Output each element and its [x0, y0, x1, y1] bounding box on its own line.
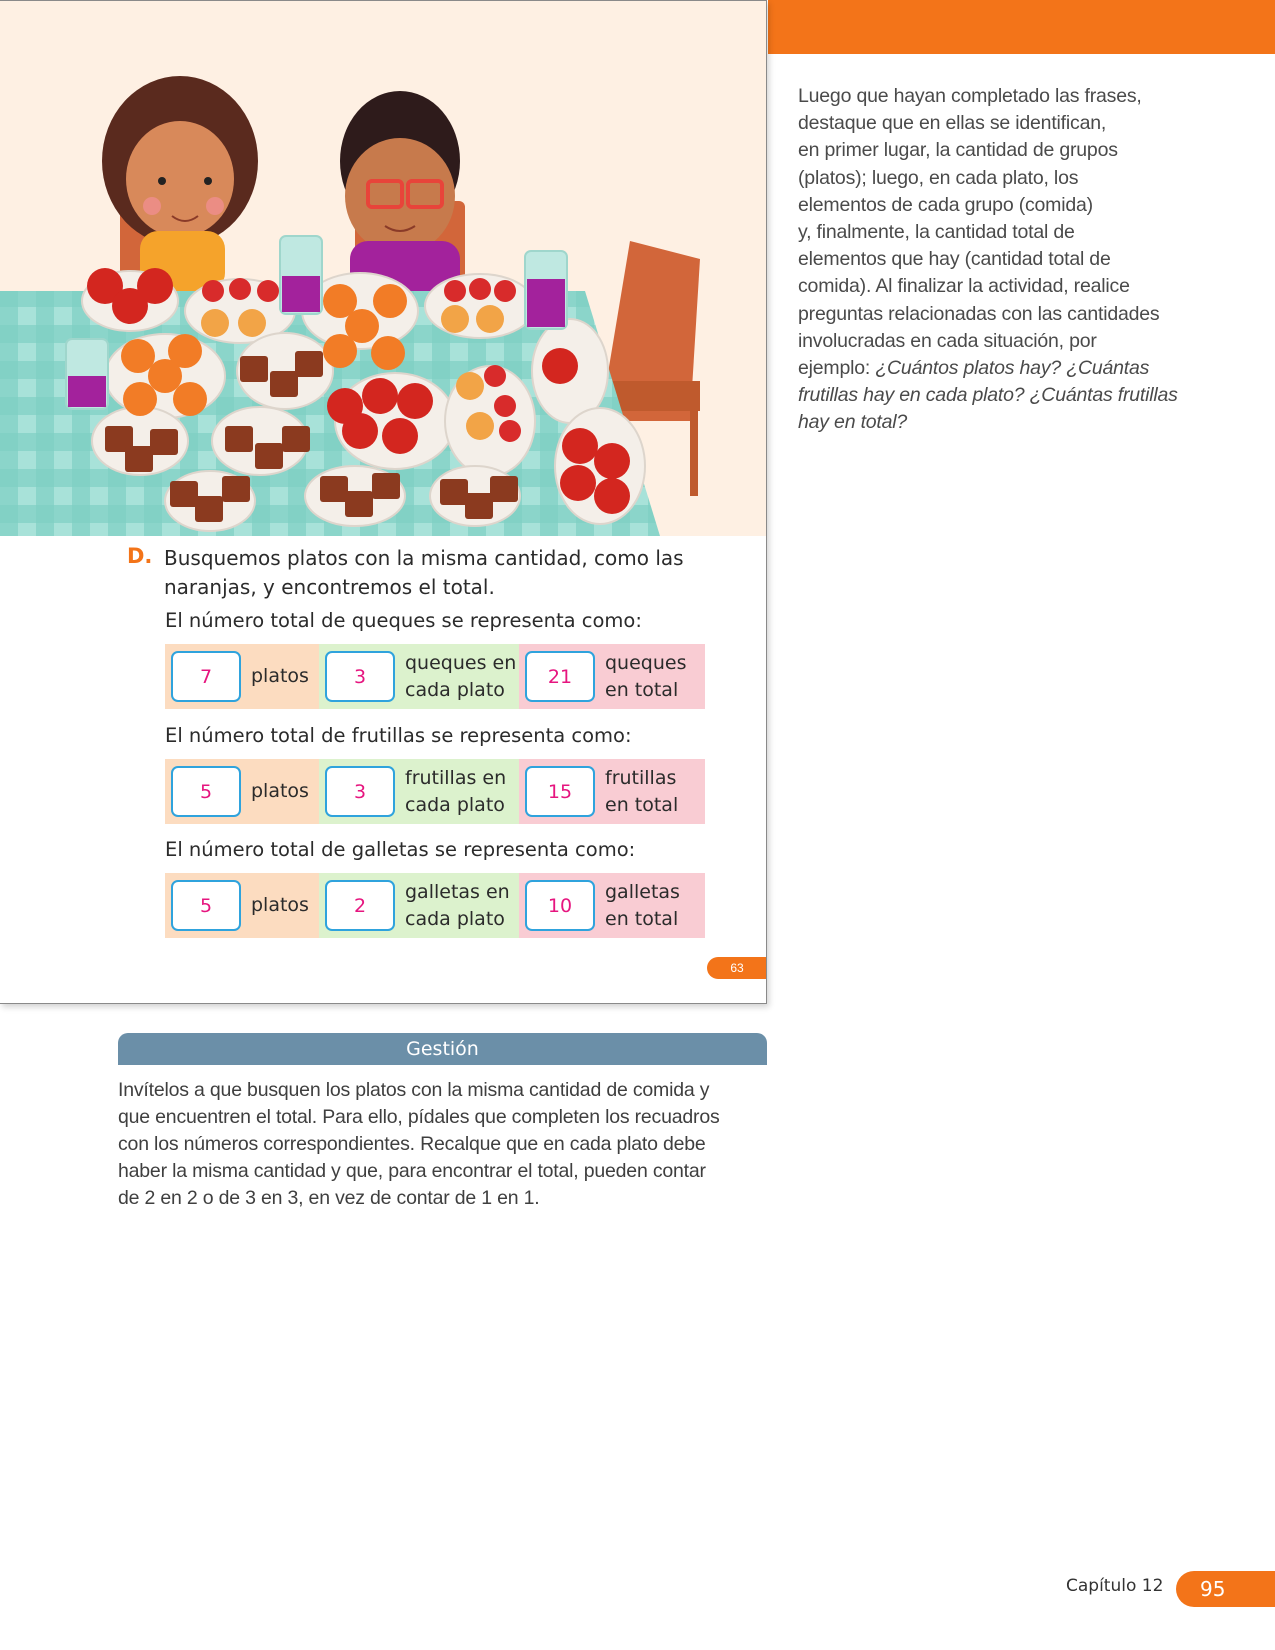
total-segment: [519, 759, 705, 824]
per-plate-label: [395, 879, 510, 933]
equation-row-queques: [165, 644, 705, 709]
total-answer-box[interactable]: 21: [525, 651, 595, 702]
note-line: y, finalmente, la cantidad total de: [798, 221, 1075, 244]
plates-label: platos: [251, 665, 309, 687]
teacher-side-note: [798, 83, 1198, 437]
total-label-line: queques: [605, 651, 687, 674]
per-plate-label-line: cada plato: [405, 793, 505, 816]
item-prompt-galletas: El número total de galletas se representa como:: [165, 838, 636, 861]
student-page-number: 63: [707, 957, 767, 979]
total-segment: [519, 873, 705, 938]
total-label: [595, 879, 680, 933]
note-line: involucradas en cada situación, por: [798, 329, 1097, 352]
total-label-line: frutillas: [605, 766, 677, 789]
plates-answer-box[interactable]: 5: [171, 880, 241, 931]
note-italic-question: frutillas hay en cada plato? ¿Cuántas frutillas: [798, 384, 1178, 407]
per-plate-answer-box[interactable]: 3: [325, 651, 395, 702]
per-plate-answer-box[interactable]: 2: [325, 880, 395, 931]
equation-row-frutillas: [165, 759, 705, 824]
gestion-line: de 2 en 2 o de 3 en 3, en vez de contar de 1 en 1.: [118, 1187, 540, 1209]
gestion-header: Gestión: [118, 1033, 767, 1065]
total-label-line: galletas: [605, 880, 680, 903]
gestion-line: que encuentren el total. Para ello, pídales que completen los recuadros: [118, 1106, 720, 1128]
per-plate-segment: [319, 759, 519, 824]
note-line: preguntas relacionadas con las cantidades: [798, 302, 1160, 325]
item-prompt-queques: El número total de queques se representa como:: [165, 609, 642, 632]
plates-segment: [165, 873, 319, 938]
gestion-line: haber la misma cantidad y que, para encontrar el total, pueden contar: [118, 1160, 706, 1182]
gestion-body: [118, 1077, 778, 1212]
instruction-line: Busquemos platos con la misma cantidad, como las: [164, 546, 684, 570]
per-plate-answer-box[interactable]: 3: [325, 766, 395, 817]
per-plate-segment: [319, 873, 519, 938]
note-line: [798, 355, 1198, 382]
note-line: comida). Al finalizar la actividad, realice: [798, 275, 1130, 298]
per-plate-label-line: queques en: [405, 651, 517, 674]
note-italic-question: hay en total?: [798, 411, 908, 434]
student-page-thumbnail: [0, 0, 767, 1004]
total-label-line: en total: [605, 793, 679, 816]
plates-answer-box[interactable]: 5: [171, 766, 241, 817]
per-plate-label-line: frutillas en: [405, 766, 507, 789]
total-answer-box[interactable]: 10: [525, 880, 595, 931]
plates-label: platos: [251, 894, 309, 916]
item-prompt-frutillas: El número total de frutillas se representa como:: [165, 724, 632, 747]
plates-label: platos: [251, 780, 309, 802]
note-line: destaque que en ellas se identifican,: [798, 112, 1107, 135]
plates-segment: [165, 759, 319, 824]
activity-letter: D.: [127, 544, 153, 568]
page-number: 95: [1176, 1571, 1275, 1607]
gestion-line: Invítelos a que busquen los platos con la misma cantidad de comida y: [118, 1079, 710, 1101]
note-line: elementos que hay (cantidad total de: [798, 248, 1111, 271]
instruction-line: naranjas, y encontremos el total.: [164, 575, 495, 599]
per-plate-label: [395, 650, 516, 704]
per-plate-segment: [319, 644, 519, 709]
total-label: [595, 650, 686, 704]
orange-header-bar: [768, 0, 1275, 54]
total-label: [595, 765, 678, 819]
note-line: Luego que hayan completado las frases,: [798, 85, 1142, 107]
gestion-line: con los números correspondientes. Recalque que en cada plato debe: [118, 1133, 706, 1155]
note-line: (platos); luego, en cada plato, los: [798, 166, 1079, 189]
equation-row-galletas: [165, 873, 705, 938]
plates-segment: [165, 644, 319, 709]
plates-answer-box[interactable]: 7: [171, 651, 241, 702]
per-plate-label-line: cada plato: [405, 907, 505, 930]
children-at-table-picture: [0, 1, 766, 536]
note-line: en primer lugar, la cantidad de grupos: [798, 139, 1118, 162]
per-plate-label-line: cada plato: [405, 678, 505, 701]
per-plate-label-line: galletas en: [405, 880, 510, 903]
note-plain: ejemplo:: [798, 357, 876, 380]
activity-instruction: [164, 544, 724, 602]
note-italic-question: ¿Cuántos platos hay? ¿Cuántas: [875, 357, 1150, 380]
table-illustration: [0, 1, 766, 536]
total-answer-box[interactable]: 15: [525, 766, 595, 817]
total-label-line: en total: [605, 678, 679, 701]
per-plate-label: [395, 765, 506, 819]
chapter-label: Capítulo 12: [1066, 1576, 1164, 1596]
note-line: elementos de cada grupo (comida): [798, 193, 1093, 216]
total-label-line: en total: [605, 907, 679, 930]
total-segment: [519, 644, 705, 709]
